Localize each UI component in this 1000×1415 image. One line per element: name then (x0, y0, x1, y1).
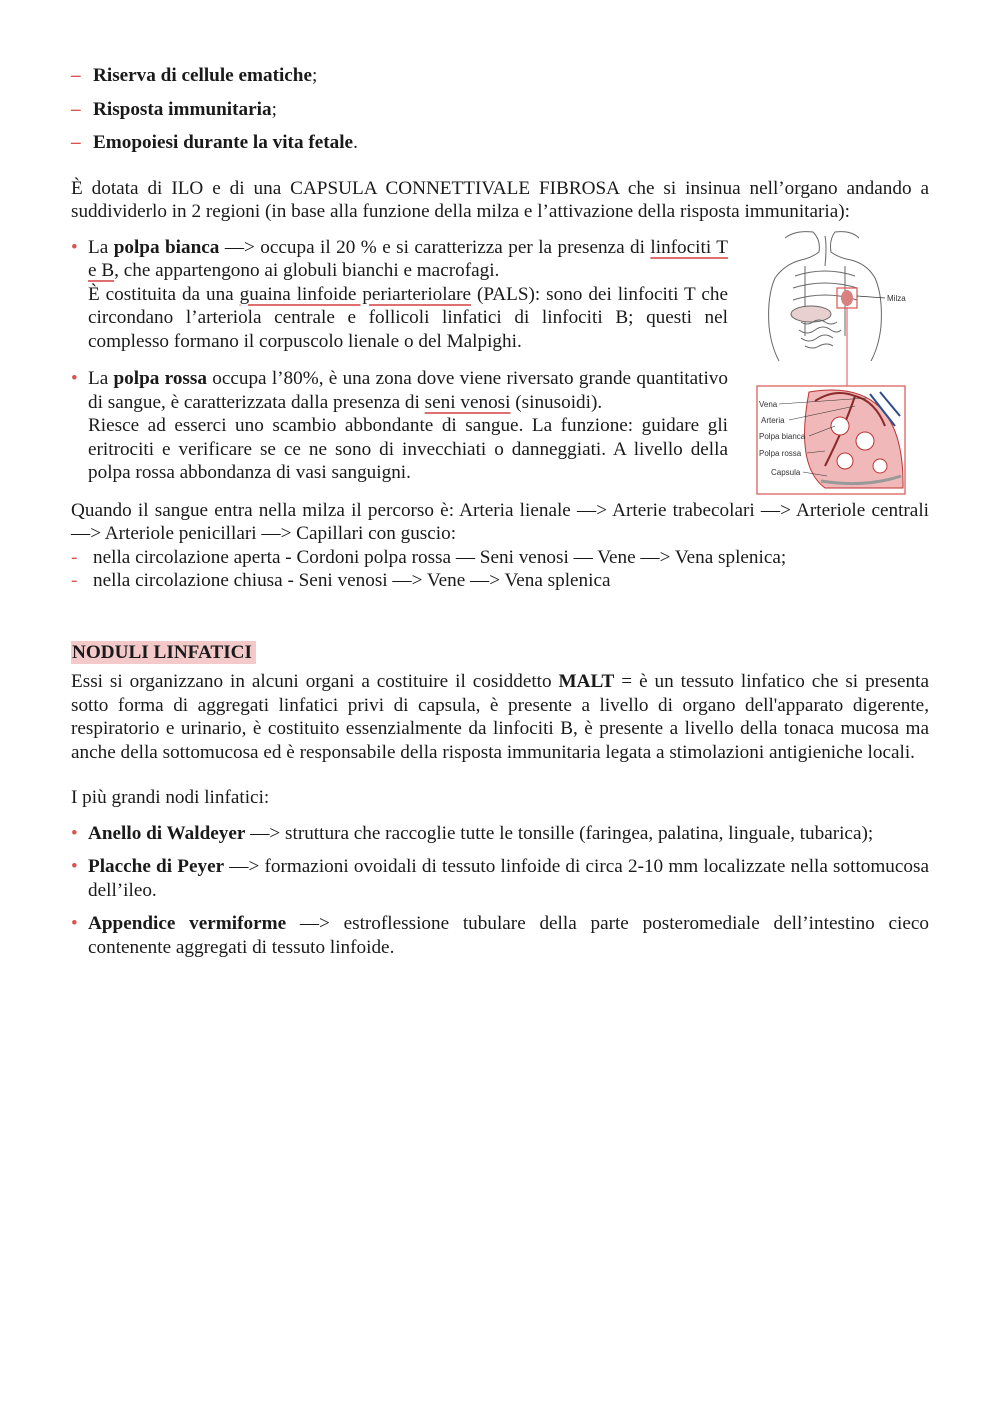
text: —> occupa il 20 % e si caratterizza per la presenza di (219, 236, 651, 258)
nodi-list (71, 822, 929, 960)
list-item (71, 131, 929, 155)
spleen-shape (841, 290, 853, 306)
figure-label-polpa-rossa: Polpa rossa (759, 448, 802, 458)
figure-label-polpa-bianca: Polpa bianca (759, 431, 806, 441)
item-rest: —> struttura che raccoglie tutte le tonsille (faringea, palatina, linguale, tubarica); (245, 822, 874, 844)
item-rest: —> formazioni ovoidali di tessuto linfoide di circa 2-10 mm localizzate nella sottomucosa dell’ileo. (88, 856, 929, 901)
section-heading: NODULI LINFATICI (71, 641, 256, 665)
item-bold: Placche di Peyer (88, 856, 225, 877)
figure-label-milza: Milza (887, 293, 906, 303)
item-bold: Appendice vermiforme (88, 913, 287, 934)
nodi-intro: I più grandi nodi linfatici: (71, 787, 270, 808)
bullet-dot-icon: • (71, 856, 78, 877)
polpa-rossa-item (71, 367, 728, 485)
item-rest: —> estroflessione tubulare della parte posteromediale dell’intestino cieco contenente aggregati di tessuto linfoide. (88, 913, 929, 958)
item-bold: Riserva di cellule ematiche (93, 65, 312, 86)
item-bold: Risposta immunitaria (93, 98, 272, 120)
figure-label-vena: Vena (759, 399, 778, 409)
text: Riesce ad esserci uno scambio abbondante di sangue. La funzione: guidare gli eritrociti e verificare se ce ne sono di invecchiati o danneggiati. A livello della polpa rossa abbondanza di vasi sanguigni. (88, 415, 728, 483)
text: = è un tessuto linfatico che si presenta sotto forma di aggregati linfatici privi di capsula, è presente a livello di organo dell'apparato digerente, respiratorio e urinario, è costituito essenzialmente da linfociti B, è presente a livello della tonaca mucosa ma anche della sottomucosa ed è responsabile della risposta immunitaria legata a stimolazioni antigieniche locali. (71, 671, 930, 763)
dash-bullet-icon: - (71, 546, 78, 568)
dash-bullet-icon: – (71, 132, 81, 153)
list-item (71, 569, 929, 593)
term-bold: polpa rossa (113, 368, 207, 389)
item-rest: . (353, 132, 358, 153)
text: (PALS): sono dei linfociti T che circondano l’arteriola centrale e follicoli linfatici di linfociti B; questi nel complesso formano il corpuscolo lienale o del Malpighi. (88, 283, 728, 352)
text: È costituita da una (88, 283, 240, 305)
dash-bullet-icon: – (71, 65, 81, 86)
list-item (71, 98, 929, 122)
item-rest: ; (312, 65, 318, 86)
list-item (71, 912, 929, 959)
intro-paragraph: È dotata di ILO e di una CAPSULA CONNETTIVALE FIBROSA che si insinua nell’organo andando a suddividerlo in 2 regioni (in base alla funzione della milza e l’attivazione della risposta immunitaria): (71, 177, 929, 222)
polpa-section (71, 236, 929, 485)
item-bold: Anello di Waldeyer (88, 822, 246, 844)
text: , che appartengono ai globuli bianchi e macrofagi. (114, 260, 500, 281)
list-item (71, 64, 929, 88)
bullet-dot-icon: • (71, 822, 78, 844)
polpa-list (71, 236, 728, 485)
polpa-bianca-item (71, 236, 728, 354)
percorso-paragraph: Quando il sangue entra nella milza il percorso è: Arteria lienale —> Arterie trabecolari —> Arteriole centrali —> Arteriole penicillari —> Capillari con guscio: (71, 499, 929, 544)
text: La (88, 236, 114, 258)
list-item (71, 822, 929, 846)
item-text: nella circolazione aperta - Cordoni polpa rossa — Seni venosi — Vene —> Vena splenica; (93, 546, 787, 568)
malt-paragraph (71, 670, 929, 764)
item-rest: ; (271, 98, 277, 120)
text: La (88, 368, 114, 389)
underlined-term: linfociti T e B (88, 236, 728, 281)
item-bold: Emopoiesi durante la vita fetale (93, 132, 354, 153)
underlined-term: guaina linfoide periarteriolare (239, 283, 471, 305)
figure-label-capsula: Capsula (771, 467, 801, 477)
text: occupa l’80%, è una zona dove viene riversato grande quantitativo di sangue, è caratterizzata dalla presenza di (88, 368, 728, 413)
text: Essi si organizzano in alcuni organi a costituire il cosiddetto (71, 671, 559, 692)
figure-label-arteria: Arteria (761, 415, 785, 425)
spleen-anatomy-figure (755, 226, 935, 498)
bullet-dot-icon: • (71, 236, 78, 258)
functions-list (71, 64, 929, 155)
bullet-dot-icon: • (71, 913, 78, 934)
bullet-dot-icon: • (71, 368, 78, 389)
text: (sinusoidi). (510, 391, 603, 413)
list-item (71, 855, 929, 902)
underlined-term: seni venosi (424, 391, 511, 413)
dash-bullet-icon: - (71, 570, 78, 591)
document-page (71, 64, 929, 969)
term-bold: polpa bianca (113, 236, 220, 258)
circolazione-list (71, 546, 929, 593)
dash-bullet-icon: – (71, 98, 81, 120)
item-text: nella circolazione chiusa - Seni venosi —> Vene —> Vena splenica (93, 570, 611, 591)
list-item (71, 546, 929, 570)
term-bold: MALT (558, 671, 615, 692)
